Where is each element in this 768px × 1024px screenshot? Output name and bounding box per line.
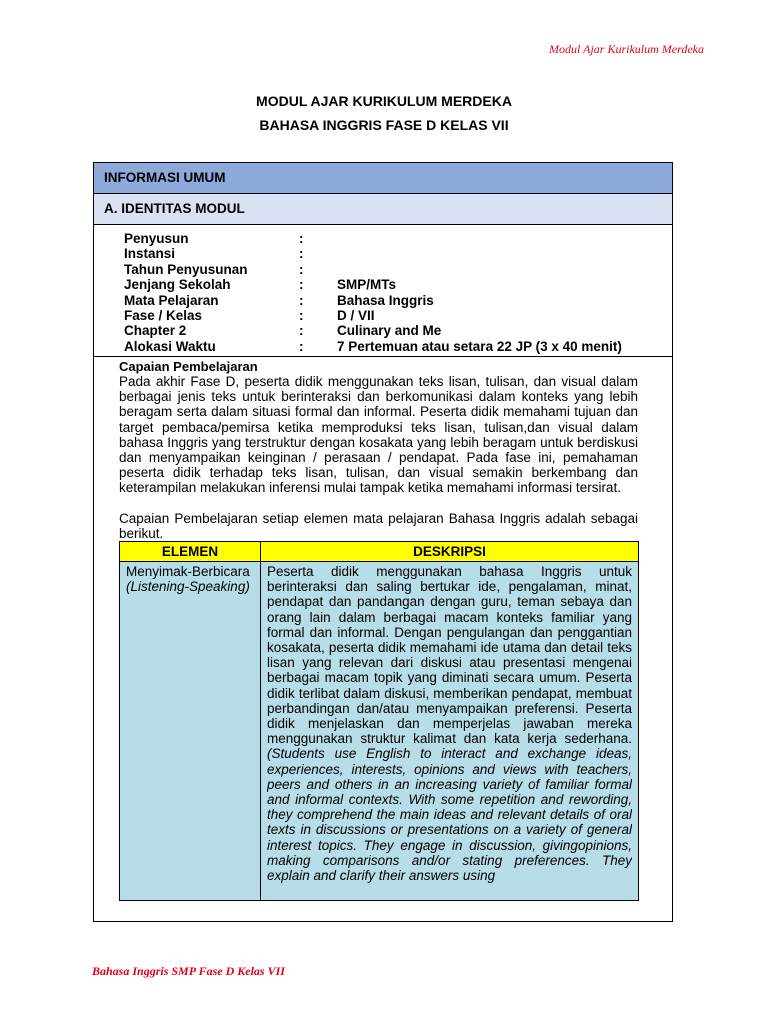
capaian-section bbox=[94, 357, 672, 901]
table-row bbox=[120, 562, 639, 901]
identity-value: D / VII bbox=[337, 307, 375, 323]
identity-separator: : bbox=[299, 277, 304, 293]
identity-separator: : bbox=[299, 292, 304, 308]
identity-value: Culinary and Me bbox=[337, 323, 442, 339]
identity-row bbox=[94, 339, 672, 354]
document-title: MODUL AJAR KURIKULUM MERDEKA bbox=[256, 93, 512, 109]
section-informasi-umum: INFORMASI UMUM bbox=[94, 163, 672, 194]
identity-row bbox=[94, 246, 672, 261]
identity-row bbox=[94, 277, 672, 292]
identity-label: Penyusun bbox=[124, 231, 189, 246]
identity-block bbox=[94, 225, 672, 357]
identity-value: SMP/MTs bbox=[337, 277, 397, 293]
identity-label: Jenjang Sekolah bbox=[124, 277, 231, 293]
deskripsi-content bbox=[267, 564, 632, 900]
identity-row bbox=[94, 323, 672, 338]
capaian-paragraph: Pada akhir Fase D, peserta didik menggunakan teks lisan, tulisan, dan visual dalam berbagai jenis teks untuk berinteraksi dan berkomunikasi dalam konteks yang lebih beragam serta dalam situasi formal dan informal. Peserta didik memahami tujuan dan target pembaca/pemirsa ketika memproduksi teks lisan, tulisan,dan visual dalam bahasa Inggris yang terstruktur dengan kosakata yang lebih beragam untuk berdiskusi dan menyampaikan keinginan / perasaan / pendapat. Pada fase ini, pemahaman peserta didik terhadap teks lisan, tulisan, dan visual semakin berkembang dan keterampilan melakukan inferensi mulai tampak ketika memahami informasi tersirat. bbox=[119, 374, 638, 496]
identity-label: Instansi bbox=[124, 246, 176, 262]
deskripsi-english: (Students use English to interact and exchange ideas, experiences, interests, opinions and views with teachers, peers and others in an increasing variety of familiar formal and informal contexts. With some repetition and rewording, they comprehend the main ideas and relevant details of oral texts in discussions or presentations on a variety of general interest topics. They engage in discussion, givingopinions, making comparisons and/or stating preferences. They explain and clarify their answers using bbox=[267, 746, 632, 884]
capaian-intro: Capaian Pembelajaran setiap elemen mata pelajaran Bahasa Inggris adalah sebagai berikut. bbox=[119, 510, 638, 541]
identity-row bbox=[94, 262, 672, 277]
section-identitas-modul: A. IDENTITAS MODUL bbox=[94, 194, 672, 225]
identity-separator: : bbox=[299, 307, 304, 323]
identity-separator: : bbox=[299, 323, 304, 339]
column-header-elemen: ELEMEN bbox=[120, 542, 261, 562]
document-subtitle: BAHASA INGGRIS FASE D KELAS VII bbox=[259, 117, 509, 133]
identity-separator: : bbox=[299, 338, 304, 354]
column-header-deskripsi: DESKRIPSI bbox=[261, 542, 639, 562]
elemen-english-name: (Listening-Speaking) bbox=[126, 579, 250, 595]
identity-row bbox=[94, 293, 672, 308]
identity-separator: : bbox=[299, 261, 304, 277]
identity-label: Mata Pelajaran bbox=[124, 292, 219, 308]
identity-label: Tahun Penyusunan bbox=[124, 261, 248, 277]
elemen-table bbox=[119, 541, 639, 901]
running-header: Modul Ajar Kurikulum Merdeka bbox=[549, 42, 704, 56]
elemen-name: Menyimak-Berbicara bbox=[126, 564, 250, 580]
capaian-title: Capaian Pembelajaran bbox=[119, 359, 258, 374]
module-table bbox=[93, 162, 673, 922]
deskripsi-indonesian: Peserta didik menggunakan bahasa Inggris untuk berinteraksi dan saling bertukar ide, pengalaman, minat, pendapat dan pandangan dengan guru, teman sebaya dan orang lain dalam berbagai macam konteks familiar yang formal dan informal. Dengan pengulangan dan penggantian kosakata, peserta didik memahami ide utama dan detail teks lisan yang relevan dari diskusi atau presentasi mengenai berbagai macam topik yang diminati secara umum. Peserta didik terlibat dalam diskusi, memberikan pendapat, membuat perbandingan dan/atau menyampaikan preferensi. Peserta didik menjelaskan dan memperjelas jawaban mereka menggunakan struktur kalimat dan kata kerja sederhana. bbox=[267, 564, 632, 747]
elemen-cell bbox=[120, 562, 261, 901]
identity-label: Fase / Kelas bbox=[124, 307, 203, 323]
running-footer: Bahasa Inggris SMP Fase D Kelas VII bbox=[92, 964, 285, 978]
deskripsi-cell bbox=[261, 562, 639, 901]
identity-row bbox=[94, 231, 672, 246]
identity-row bbox=[94, 308, 672, 323]
identity-value: 7 Pertemuan atau setara 22 JP (3 x 40 menit) bbox=[337, 338, 622, 354]
identity-separator: : bbox=[299, 246, 304, 262]
table-header-row bbox=[120, 542, 639, 562]
identity-label: Alokasi Waktu bbox=[124, 338, 216, 354]
identity-value: Bahasa Inggris bbox=[337, 292, 434, 308]
identity-separator: : bbox=[299, 231, 304, 246]
identity-label: Chapter 2 bbox=[124, 323, 187, 339]
